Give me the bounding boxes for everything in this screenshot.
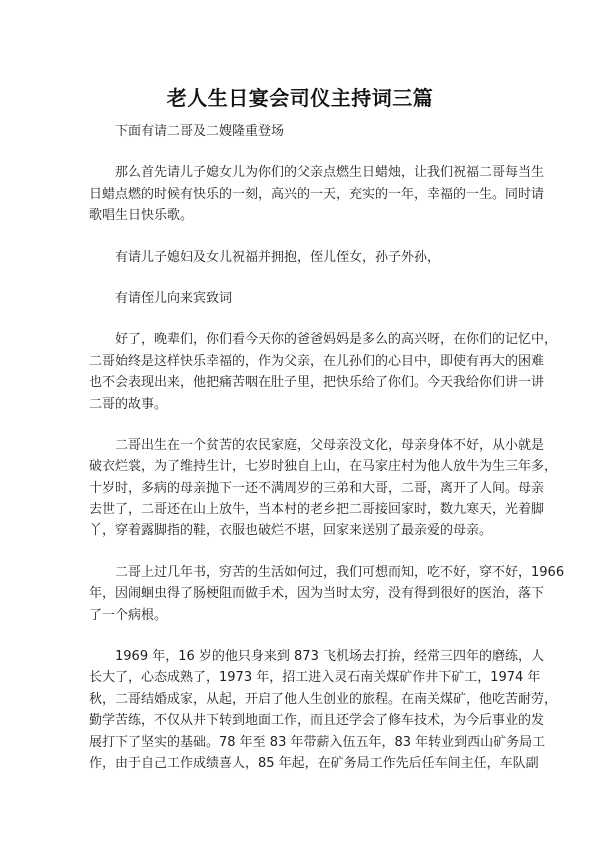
paragraph [89, 288, 509, 309]
document-title: 老人生日宴会司仪主持词三篇 [166, 86, 434, 110]
paragraph-line: 二哥始终是这样快乐幸福的，作为父亲，在儿孙们的心目中，即使有再大的困难 [89, 353, 545, 369]
paragraph [89, 646, 558, 774]
paragraph-line: 歌唱生日快乐歌。 [89, 208, 194, 224]
document-body [89, 121, 565, 794]
paragraph-line: 去世了，二哥还在山上放牛，当本村的老乡把二哥接回家时，数九寒天，光着脚 [89, 502, 545, 518]
paragraph-line: 破衣烂裳，为了维持生计，七岁时独自上山，在马家庄村为他人放牛为生三年多， [89, 459, 558, 475]
paragraph-line: 十岁时，多病的母亲抛下一还不满周岁的三弟和大哥，二哥，离开了人间。母亲 [89, 480, 545, 496]
paragraph-line: 也不会表现出来，他把痛苦咽在肚子里，把快乐给了你们。今天我给你们讲一讲 [89, 375, 545, 391]
paragraph-line: 了一个病根。 [89, 607, 168, 623]
paragraph-line: 长大了，心态成熟了，1973 年，招工进入灵石南关煤矿作井下矿工，1974 年 [89, 670, 541, 686]
paragraph [89, 329, 558, 415]
paragraph-line: 二哥上过几年书，穷苦的生活如何过，我们可想而知，吃不好，穿不好，1966 [115, 564, 565, 580]
paragraph-line: 有请儿子媳妇及女儿祝福并拥抱，侄儿侄女，孙子外孙， [115, 249, 441, 265]
paragraph [89, 562, 565, 626]
paragraph [89, 121, 509, 142]
paragraph-line: 年，因闹蛔虫得了肠梗阻而做手术，因为当时太穷，没有得到很好的医治，落下 [89, 586, 545, 602]
paragraph-line: 二哥出生在一个贫苦的农民家庭，父母亲没文化，母亲身体不好，从小就是 [115, 437, 545, 453]
paragraph-line: 丫，穿着露脚指的鞋，衣服也破烂不堪，回家来送别了最亲爱的母亲。 [89, 523, 493, 539]
paragraph-line: 下面有请二哥及二嫂隆重登场 [115, 124, 285, 139]
paragraph-line: 有请侄儿向来宾致词 [115, 290, 233, 306]
paragraph-line: 勤学苦练，不仅从井下转到地面工作，而且还学会了修车技术，为今后事业的发 [89, 713, 545, 729]
paragraph-line: 那么首先请儿子媳女儿为你们的父亲点燃生日蜡烛，让我们祝福二哥每当生 [115, 165, 545, 181]
paragraph-line: 好了，晚辈们，你们看今天你的爸爸妈妈是多么的高兴呀，在你们的记忆中， [115, 332, 558, 348]
paragraph-line: 1969 年，16 岁的他只身来到 873 飞机场去打拚，经常三四年的磨练，人 [115, 649, 544, 665]
paragraph [89, 162, 545, 226]
paragraph-line: 秋，二哥结婚成家，从起，开启了他人生创业的旅程。在南关煤矿，他吃苦耐劳， [89, 691, 558, 707]
paragraph [89, 435, 558, 542]
paragraph-line: 作，由于自己工作成绩喜人，85 年起，在矿务局工作先后任车间主任，车队副 [89, 755, 539, 771]
paragraph-line: 二哥的故事。 [89, 396, 168, 412]
paragraph-line: 展打下了坚实的基础。78 年至 83 年带薪入伍五年，83 年转业到西山矿务局工 [89, 734, 546, 750]
paragraph [89, 247, 509, 268]
paragraph-line: 日蜡点燃的时候有快乐的一刻，高兴的一天，充实的一年，幸福的一生。同时请 [89, 186, 545, 202]
